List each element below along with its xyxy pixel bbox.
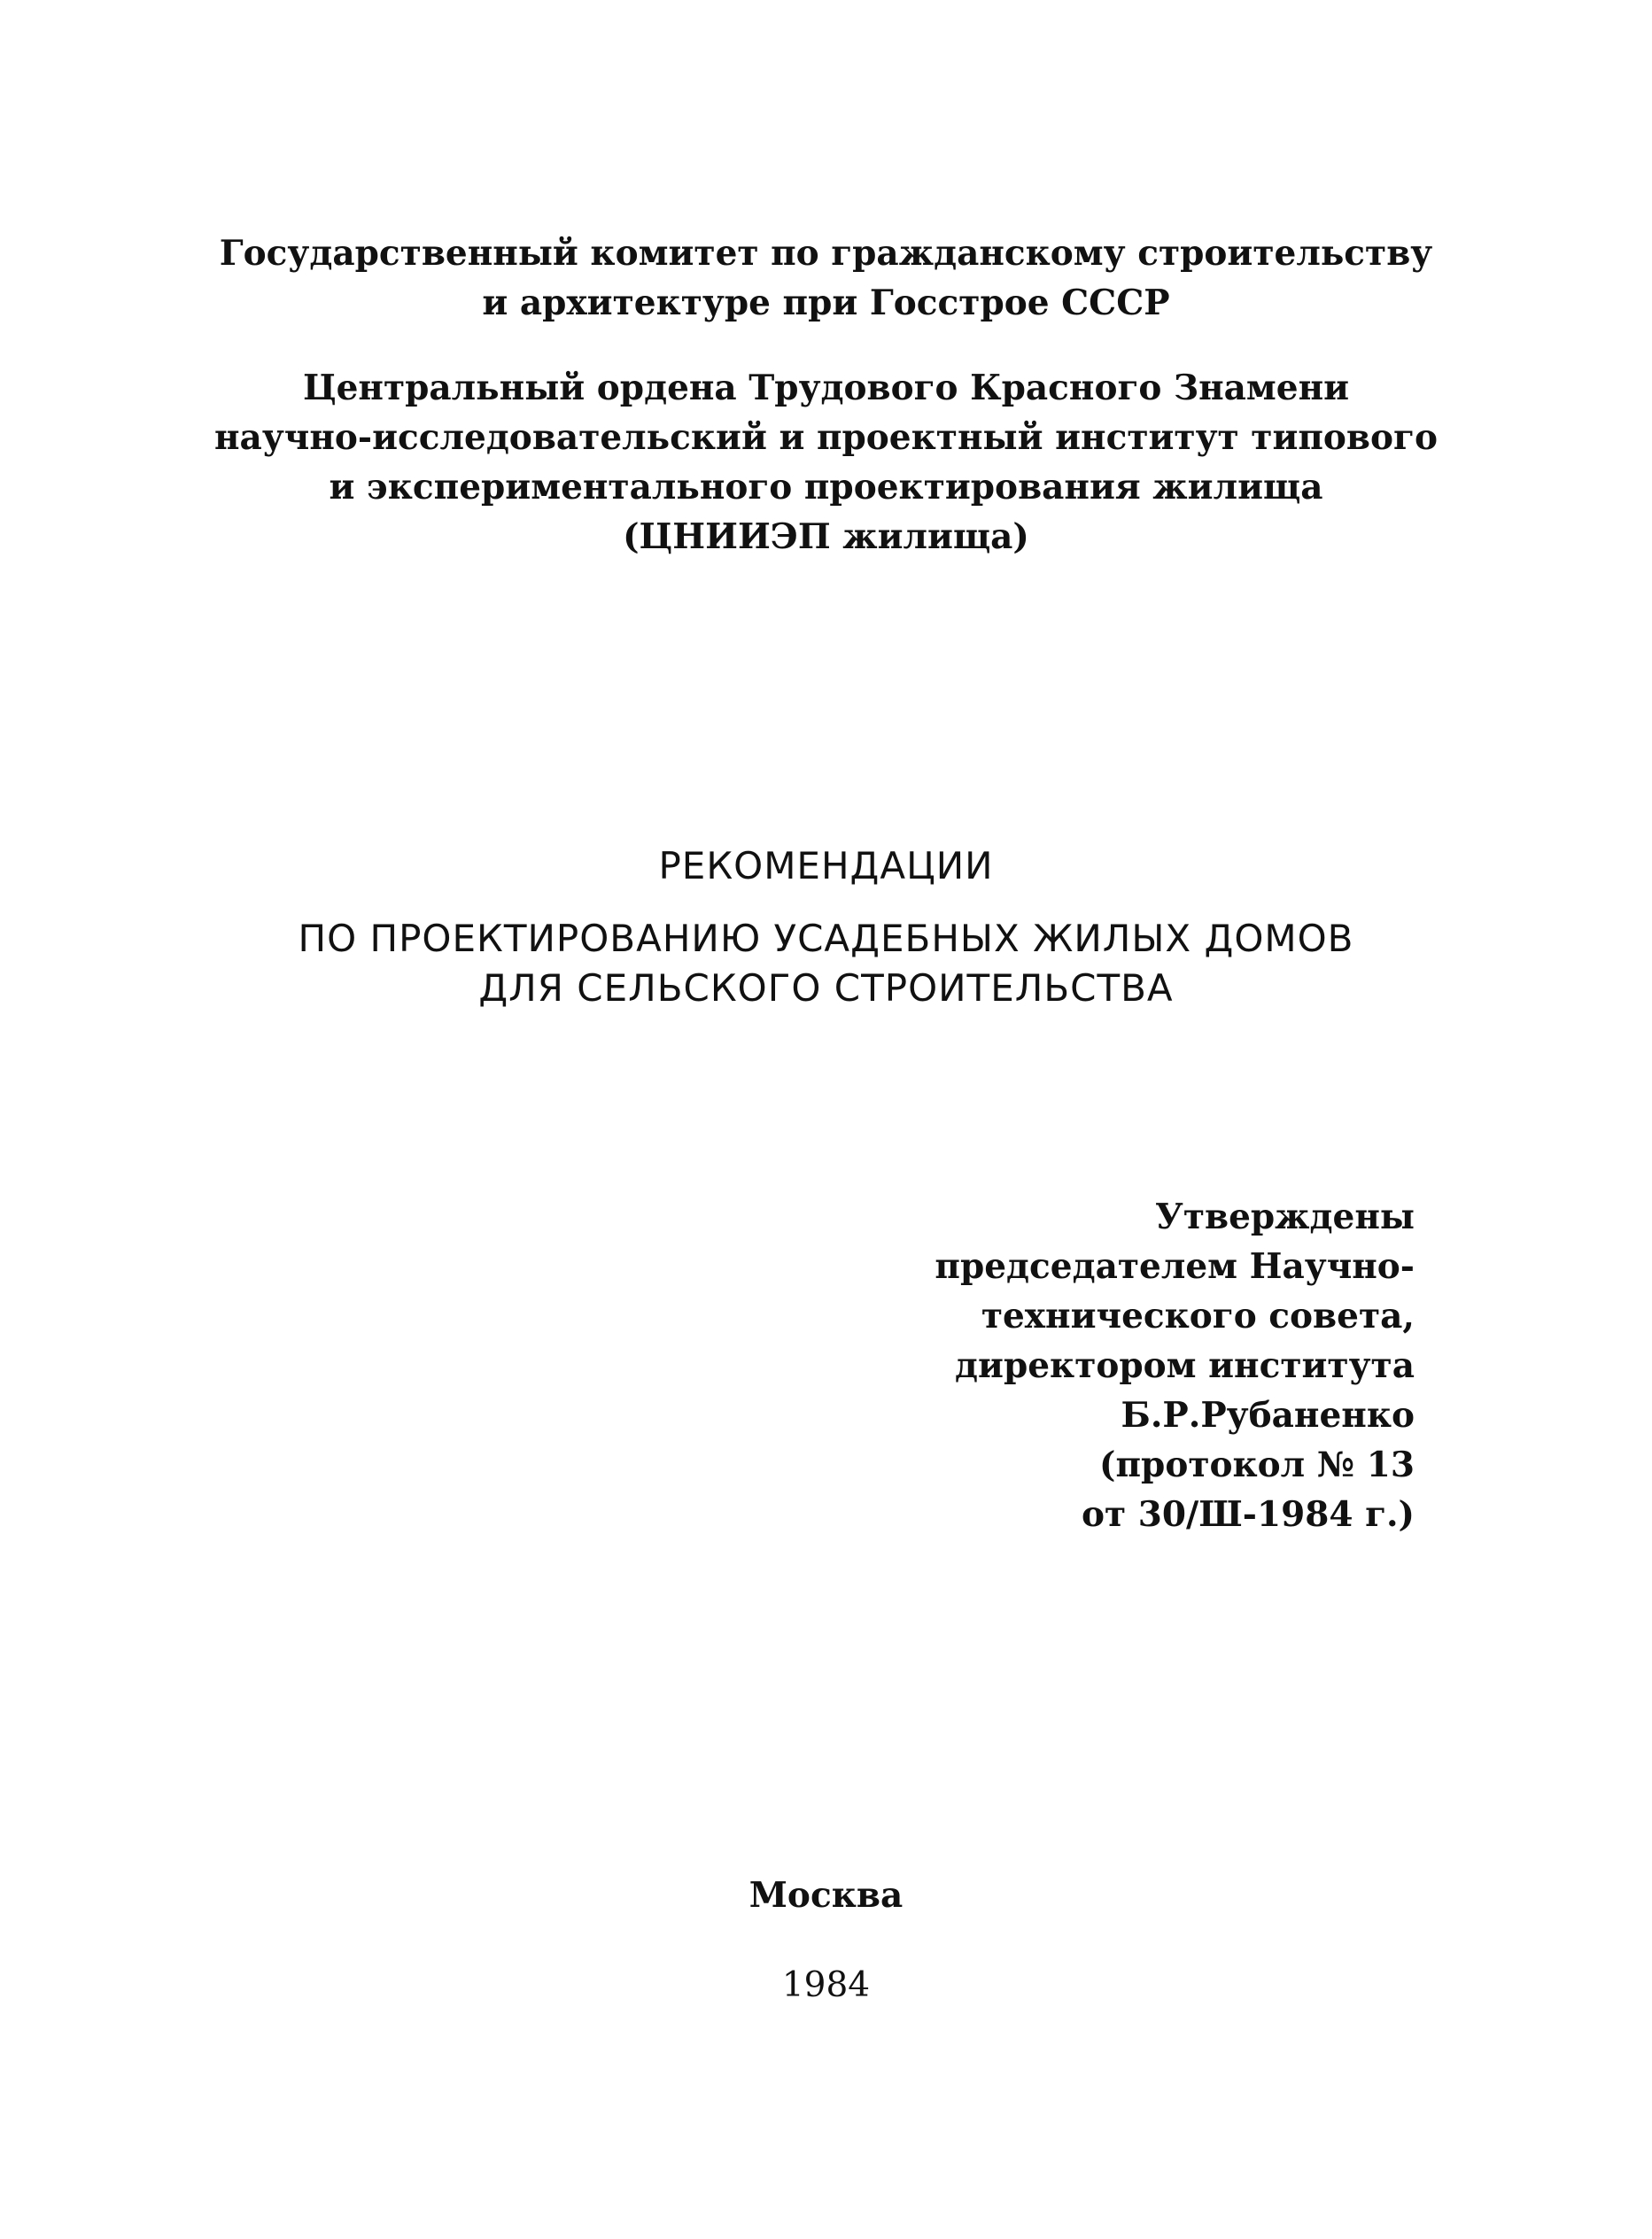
committee-header bbox=[0, 229, 1652, 328]
committee-line: Государственный комитет по гражданскому строительству bbox=[219, 233, 1433, 274]
approval-line: Б.Р.Рубаненко bbox=[1121, 1395, 1415, 1436]
approval-note bbox=[935, 1192, 1415, 1539]
institute-line: научно-исследовательский и проектный институт типового bbox=[214, 417, 1438, 458]
approval-line: директором института bbox=[955, 1345, 1415, 1386]
subtitle-line: ПО ПРОЕКТИРОВАНИЮ УСАДЕБНЫХ ЖИЛЫХ ДОМОВ bbox=[298, 917, 1354, 960]
publication-year bbox=[0, 1961, 1652, 2010]
institute-line: и экспериментального проектирования жилища bbox=[329, 467, 1323, 507]
institute-line: Центральный ордена Трудового Красного Знамени bbox=[302, 368, 1350, 408]
approval-line: технического совета, bbox=[981, 1296, 1415, 1336]
institute-line: (ЦНИИЭП жилища) bbox=[623, 516, 1029, 557]
document-title bbox=[0, 841, 1652, 891]
approval-line: председателем Научно- bbox=[935, 1246, 1415, 1287]
city-text: Москва bbox=[748, 1875, 904, 1916]
document-subtitle bbox=[0, 914, 1652, 1013]
approval-line: (протокол № 13 bbox=[1099, 1445, 1415, 1485]
committee-line: и архитектуре при Госстрое СССР bbox=[482, 283, 1170, 323]
institute-header bbox=[0, 363, 1652, 562]
subtitle-line: ДЛЯ СЕЛЬСКОГО СТРОИТЕЛЬСТВА bbox=[478, 966, 1174, 1010]
approval-line: от 30/Ш-1984 г.) bbox=[1082, 1494, 1415, 1535]
year-text: 1984 bbox=[781, 1965, 871, 2005]
approval-line: Утверждены bbox=[1155, 1197, 1415, 1237]
publication-city bbox=[0, 1871, 1652, 1920]
title-main-text: РЕКОМЕНДАЦИИ bbox=[658, 844, 994, 887]
